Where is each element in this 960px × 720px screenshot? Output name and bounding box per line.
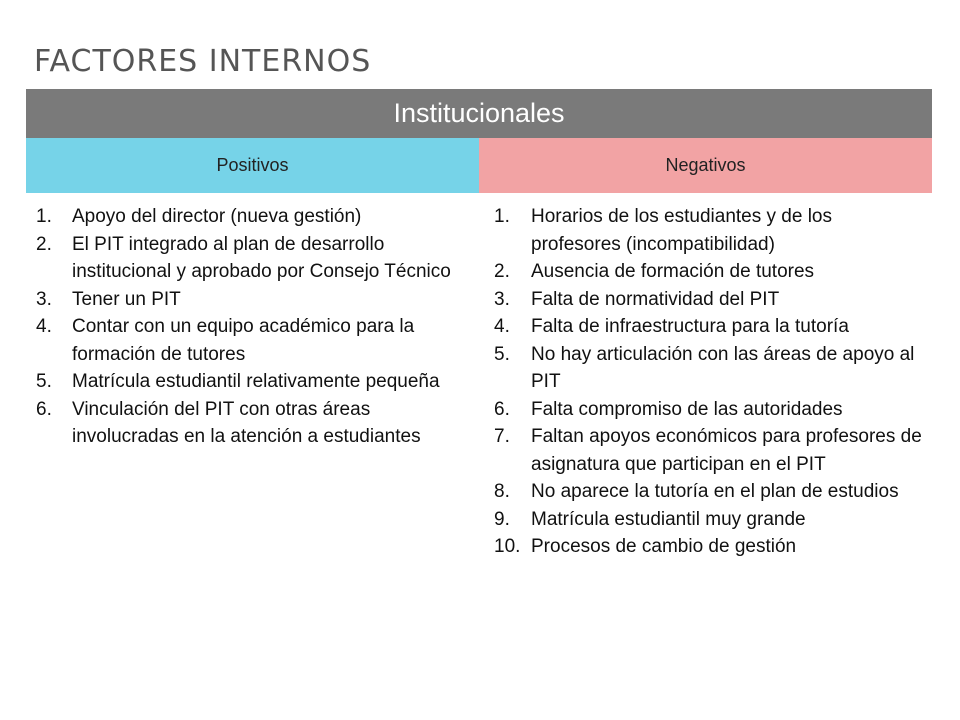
item-number: 4. [36, 316, 52, 337]
item-text: Horarios de los estudiantes y de los profesores (incompatibilidad) [531, 206, 832, 255]
category-header [26, 89, 932, 138]
item-text: Matrícula estudiantil relativamente pequeña [72, 371, 440, 392]
list-item [494, 423, 926, 478]
list-item [494, 341, 926, 396]
item-text: No aparece la tutoría en el plan de estudios [531, 481, 899, 502]
list-item [494, 313, 926, 341]
item-text: Ausencia de formación de tutores [531, 261, 815, 282]
item-text: Falta compromiso de las autoridades [531, 398, 843, 420]
list-item [36, 286, 466, 314]
item-number: 1. [36, 206, 52, 227]
item-text: Falta de normatividad del PIT [531, 288, 780, 310]
item-number: 9. [494, 508, 510, 530]
item-text: Faltan apoyos económicos para profesores de asignatura que participan en el PIT [531, 426, 922, 475]
slide-title: FACTORES INTERNOS [34, 44, 372, 79]
item-number: 1. [494, 206, 510, 227]
item-text: Falta de infraestructura para la tutoría [531, 316, 849, 337]
item-number: 4. [494, 316, 510, 337]
list-item [494, 203, 926, 258]
list-item [494, 396, 926, 424]
item-text: Tener un PIT [72, 288, 181, 310]
list-item [494, 286, 926, 314]
category-header-label: Institucionales [393, 98, 565, 128]
negative-column-header [479, 138, 932, 193]
item-number: 7. [494, 426, 510, 447]
item-number: 2. [36, 233, 52, 255]
list-item [494, 258, 926, 286]
positive-column-header [26, 138, 479, 193]
item-text: Apoyo del director (nueva gestión) [72, 206, 362, 227]
list-item [36, 203, 466, 231]
negative-column-label: Negativos [665, 155, 746, 175]
item-number: 6. [494, 398, 510, 420]
item-number: 5. [494, 343, 510, 365]
item-number: 3. [494, 288, 510, 310]
list-item [494, 533, 926, 561]
item-text: Vinculación del PIT con otras áreas involucradas en la atención a estudiantes [72, 398, 421, 447]
item-number: 8. [494, 481, 510, 502]
item-text: El PIT integrado al plan de desarrollo institucional y aprobado por Consejo Técnico [72, 233, 451, 282]
item-text: Procesos de cambio de gestión [531, 536, 797, 557]
negative-factors-list [494, 203, 926, 561]
item-number: 5. [36, 371, 52, 392]
item-number: 3. [36, 288, 52, 310]
list-item [36, 313, 466, 368]
item-number: 6. [36, 398, 52, 420]
item-number: 2. [494, 261, 510, 282]
positive-factors-list [36, 203, 466, 451]
list-item [494, 506, 926, 534]
list-item [36, 231, 466, 286]
item-text: No hay articulación con las áreas de apoyo al PIT [531, 343, 915, 392]
item-text: Contar con un equipo académico para la formación de tutores [72, 316, 415, 365]
list-item [36, 396, 466, 451]
item-text: Matrícula estudiantil muy grande [531, 508, 806, 530]
list-item [36, 368, 466, 396]
positive-column-label: Positivos [216, 155, 289, 175]
item-number: 10. [494, 536, 521, 557]
list-item [494, 478, 926, 506]
